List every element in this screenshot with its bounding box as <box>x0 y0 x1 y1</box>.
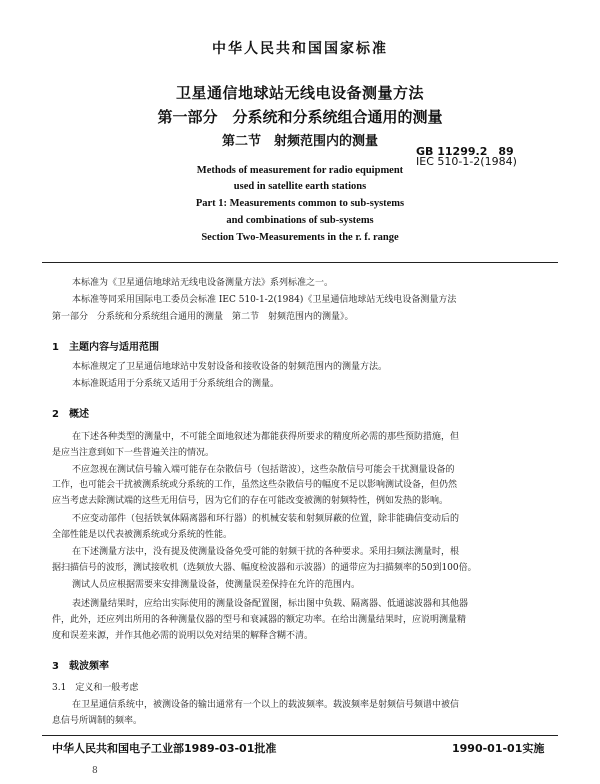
header-divider <box>42 262 558 263</box>
section-2-title: 2 概述 <box>52 409 89 420</box>
section-2-line-7: 全部性能是以代表被测系统或分系统的性能。 <box>52 530 233 540</box>
section-3-line-2: 息信号所调制的频率。 <box>52 716 143 726</box>
section-2-line-6: 不应变动部件（包括铁氧体隔离器和环行器）的机械安装和射频屏蔽的位置，除非能确信变动后的 <box>72 514 460 524</box>
section-2-line-4: 工作，也可能会干扰被测系统或分系统的工作，虽然这些杂散信号的幅度不足以影响测试设备，但仍然 <box>52 480 458 490</box>
english-title-line-4: and combinations of sub-systems <box>226 215 374 226</box>
section-2-line-12: 件，此外，还应列出所用的各种测量仪器的型号和衰减器的额定功率。在给出测量结果时，应说明测量精 <box>52 615 467 625</box>
section-2-line-13: 度和误差来源，并作其他必需的说明以免对结果的解释含糊不清。 <box>52 631 314 641</box>
english-title-line-3: Part 1: Measurements common to sub-systems <box>195 198 405 209</box>
section-2-line-8: 在下述测量方法中，没有提及使测量设备免受可能的射频干扰的各种要求。采用扫频法测量时，根 <box>72 547 460 557</box>
intro-line-1: 本标准为《卫星通信地球站无线电设备测量方法》系列标准之一。 <box>72 278 334 288</box>
standard-number-gb: GB 11299.2 89 <box>416 145 514 158</box>
footer-divider <box>42 735 558 736</box>
section-3-1-title: 3.1 定义和一般考虑 <box>52 683 139 693</box>
section-3-line-1: 在卫星通信系统中，被测设备的输出通常有一个以上的载波频率。载波频率是射频信号频谱中被信 <box>72 700 460 710</box>
section-2-line-5: 应当考虑去除测试端的这些无用信号，因为它们的存在可能改变被测的射频特性，例如发热的影响。 <box>52 496 449 506</box>
english-title-line-2: used in satellite earth stations <box>233 181 367 192</box>
section-1-line-2: 本标准既适用于分系统又适用于分系统组合的测量。 <box>72 379 280 389</box>
english-title-line-5: Section Two-Measurements in the r. f. range <box>201 232 399 243</box>
section-2-line-11: 表述测量结果时，应给出实际使用的测量设备配置图，标出图中负载、隔离器、低通滤波器和其他器 <box>72 599 469 609</box>
title-line-2: 第一部分 分系统和分系统组合通用的测量 <box>157 108 443 126</box>
section-2-line-1: 在下述各种类型的测量中，不可能全面地叙述为都能获得所要求的精度所必需的那些预防措施，但 <box>72 432 460 442</box>
page-number: 8 <box>92 766 98 776</box>
section-2-line-10: 测试人员应根据需要来安排测量设备，使测量误差保持在允许的范围内。 <box>72 580 361 590</box>
intro-line-3: 第一部分 分系统和分系统组合通用的测量 第二节 射频范围内的测量》。 <box>52 312 354 322</box>
intro-line-2: 本标准等同采用国际电工委员会标准 IEC 510-1-2(1984)《卫星通信地球站无线电设备测量方法 <box>72 295 457 305</box>
national-standard-header: 中华人民共和国国家标准 <box>212 41 388 57</box>
section-2-line-3: 不应忽视在测试信号输入端可能存在杂散信号（包括谐波），这些杂散信号可能会干扰测量设备的 <box>72 465 455 475</box>
standard-number-iec: IEC 510-1-2(1984) <box>416 155 517 168</box>
section-2-line-2: 是应当注意到如下一些普遍关注的情况。 <box>52 448 215 458</box>
english-title-line-1: Methods of measurement for radio equipment <box>196 165 404 176</box>
section-2-line-9: 据扫描信号的波形，测试接收机（选频放大器、幅度检波器和示波器）的通带应为扫描频率的50到100倍。 <box>52 563 477 573</box>
title-line-1: 卫星通信地球站无线电设备测量方法 <box>175 84 424 102</box>
section-1-title: 1 主题内容与适用范围 <box>52 342 159 353</box>
section-3-title: 3 载波频率 <box>52 661 109 672</box>
title-line-3: 第二节 射频范围内的测量 <box>221 134 378 149</box>
implementation-date: 1990-01-01实施 <box>452 742 545 755</box>
approval-date: 中华人民共和国电子工业部1989-03-01批准 <box>52 742 277 755</box>
section-1-line-1: 本标准规定了卫星通信地球站中发射设备和接收设备的射频范围内的测量方法。 <box>72 362 388 372</box>
